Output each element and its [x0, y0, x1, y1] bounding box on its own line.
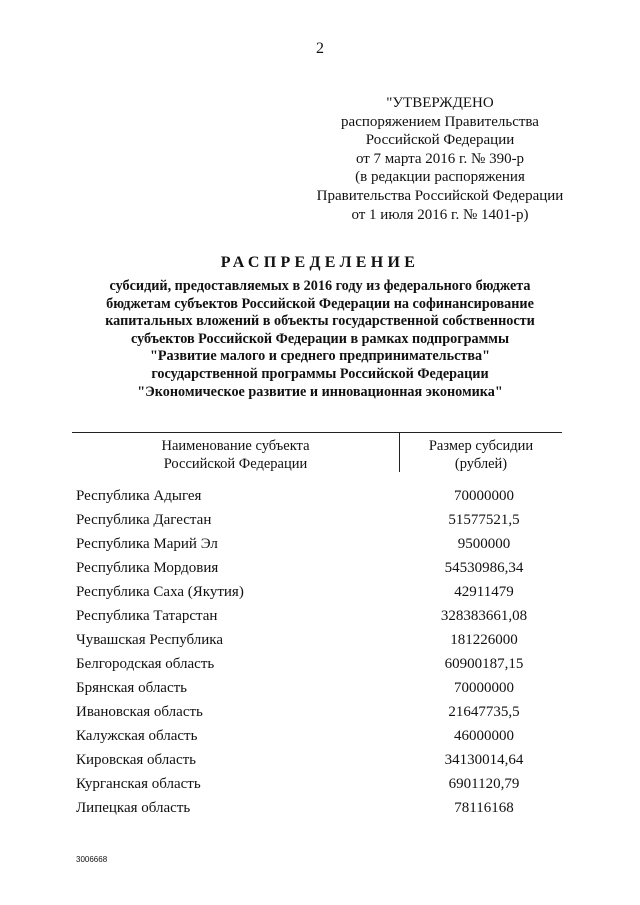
subsidy-amount: 60900187,15	[444, 656, 524, 672]
subtitle-line: государственной программы Российской Федерации	[151, 365, 489, 382]
subsidy-table-body	[0, 484, 640, 820]
document-code: 3006668	[76, 855, 108, 864]
header-subsidy-amount	[400, 437, 562, 473]
table-row	[0, 700, 640, 724]
subject-name: Белгородская область	[76, 656, 215, 672]
header-amount-line: Размер субсидии	[428, 438, 534, 454]
table-row	[0, 556, 640, 580]
subject-name: Республика Марий Эл	[76, 536, 218, 552]
table-row	[0, 724, 640, 748]
subtitle-line: субъектов Российской Федерации в рамках подпрограммы	[130, 330, 510, 347]
approval-block	[290, 94, 590, 224]
approval-line: "УТВЕРЖДЕНО	[386, 95, 494, 111]
table-row	[0, 796, 640, 820]
subsidy-amount: 70000000	[454, 680, 514, 696]
subject-name: Республика Мордовия	[76, 560, 219, 576]
page-number: 2	[316, 40, 324, 57]
header-subject-name	[72, 437, 399, 473]
subject-name: Республика Дагестан	[76, 512, 212, 528]
table-row	[0, 604, 640, 628]
subject-name: Чувашская Республика	[76, 632, 224, 648]
table-top-rule	[72, 432, 562, 433]
subsidy-amount: 328383661,08	[440, 608, 528, 624]
subject-name: Брянская область	[76, 680, 188, 696]
subtitle-line: субсидий, предоставляемых в 2016 году из федерального бюджета	[109, 278, 531, 294]
table-row	[0, 484, 640, 508]
subsidy-amount: 54530986,34	[444, 560, 524, 576]
approval-line: (в редакции распоряжения	[355, 169, 525, 186]
subsidy-amount: 51577521,5	[448, 512, 520, 528]
subject-name: Калужская область	[76, 728, 198, 744]
subject-name: Липецкая область	[76, 800, 191, 816]
subsidy-amount: 21647735,5	[448, 704, 520, 720]
approval-line: Российской Федерации	[365, 132, 515, 149]
subtitle-line: "Экономическое развитие и инновационная экономика"	[137, 383, 503, 400]
subsidy-amount: 6901120,79	[448, 776, 520, 792]
subject-name: Республика Саха (Якутия)	[76, 584, 244, 600]
subtitle-line: "Развитие малого и среднего предпринимательства"	[150, 348, 490, 365]
subtitle-line: капитальных вложений в объекты государственной собственности	[105, 313, 535, 330]
subject-name: Курганская область	[76, 776, 201, 792]
subsidy-amount: 78116168	[454, 800, 514, 816]
table-row	[0, 676, 640, 700]
subtitle-line: бюджетам субъектов Российской Федерации на софинансирование	[106, 295, 534, 312]
subsidy-amount: 9500000	[457, 536, 511, 552]
approval-line: Правительства Российской Федерации	[316, 187, 564, 204]
approval-line: от 1 июля 2016 г. № 1401-р)	[351, 206, 529, 223]
table-row	[0, 652, 640, 676]
header-subject-line: Наименование субъекта	[161, 438, 310, 454]
table-row	[0, 772, 640, 796]
table-row	[0, 628, 640, 652]
header-amount-line: (рублей)	[454, 456, 508, 472]
table-row	[0, 748, 640, 772]
subsidy-amount: 70000000	[454, 488, 514, 504]
table-row	[0, 508, 640, 532]
document-title: РАСПРЕДЕЛЕНИЕ	[220, 254, 420, 271]
header-subject-line: Российской Федерации	[163, 456, 308, 472]
table-row	[0, 580, 640, 604]
approval-line: от 7 марта 2016 г. № 390-р	[355, 150, 525, 167]
subject-name: Республика Адыгея	[76, 488, 202, 504]
subsidy-amount: 46000000	[454, 728, 514, 744]
subsidy-amount: 181226000	[450, 632, 518, 648]
approval-line: распоряжением Правительства	[341, 113, 539, 130]
subsidy-amount: 34130014,64	[444, 752, 524, 768]
subject-name: Кировская область	[76, 752, 197, 768]
document-subtitle	[0, 278, 640, 401]
subject-name: Республика Татарстан	[76, 608, 218, 624]
table-row	[0, 532, 640, 556]
subject-name: Ивановская область	[76, 704, 203, 720]
subsidy-amount: 42911479	[454, 584, 514, 600]
